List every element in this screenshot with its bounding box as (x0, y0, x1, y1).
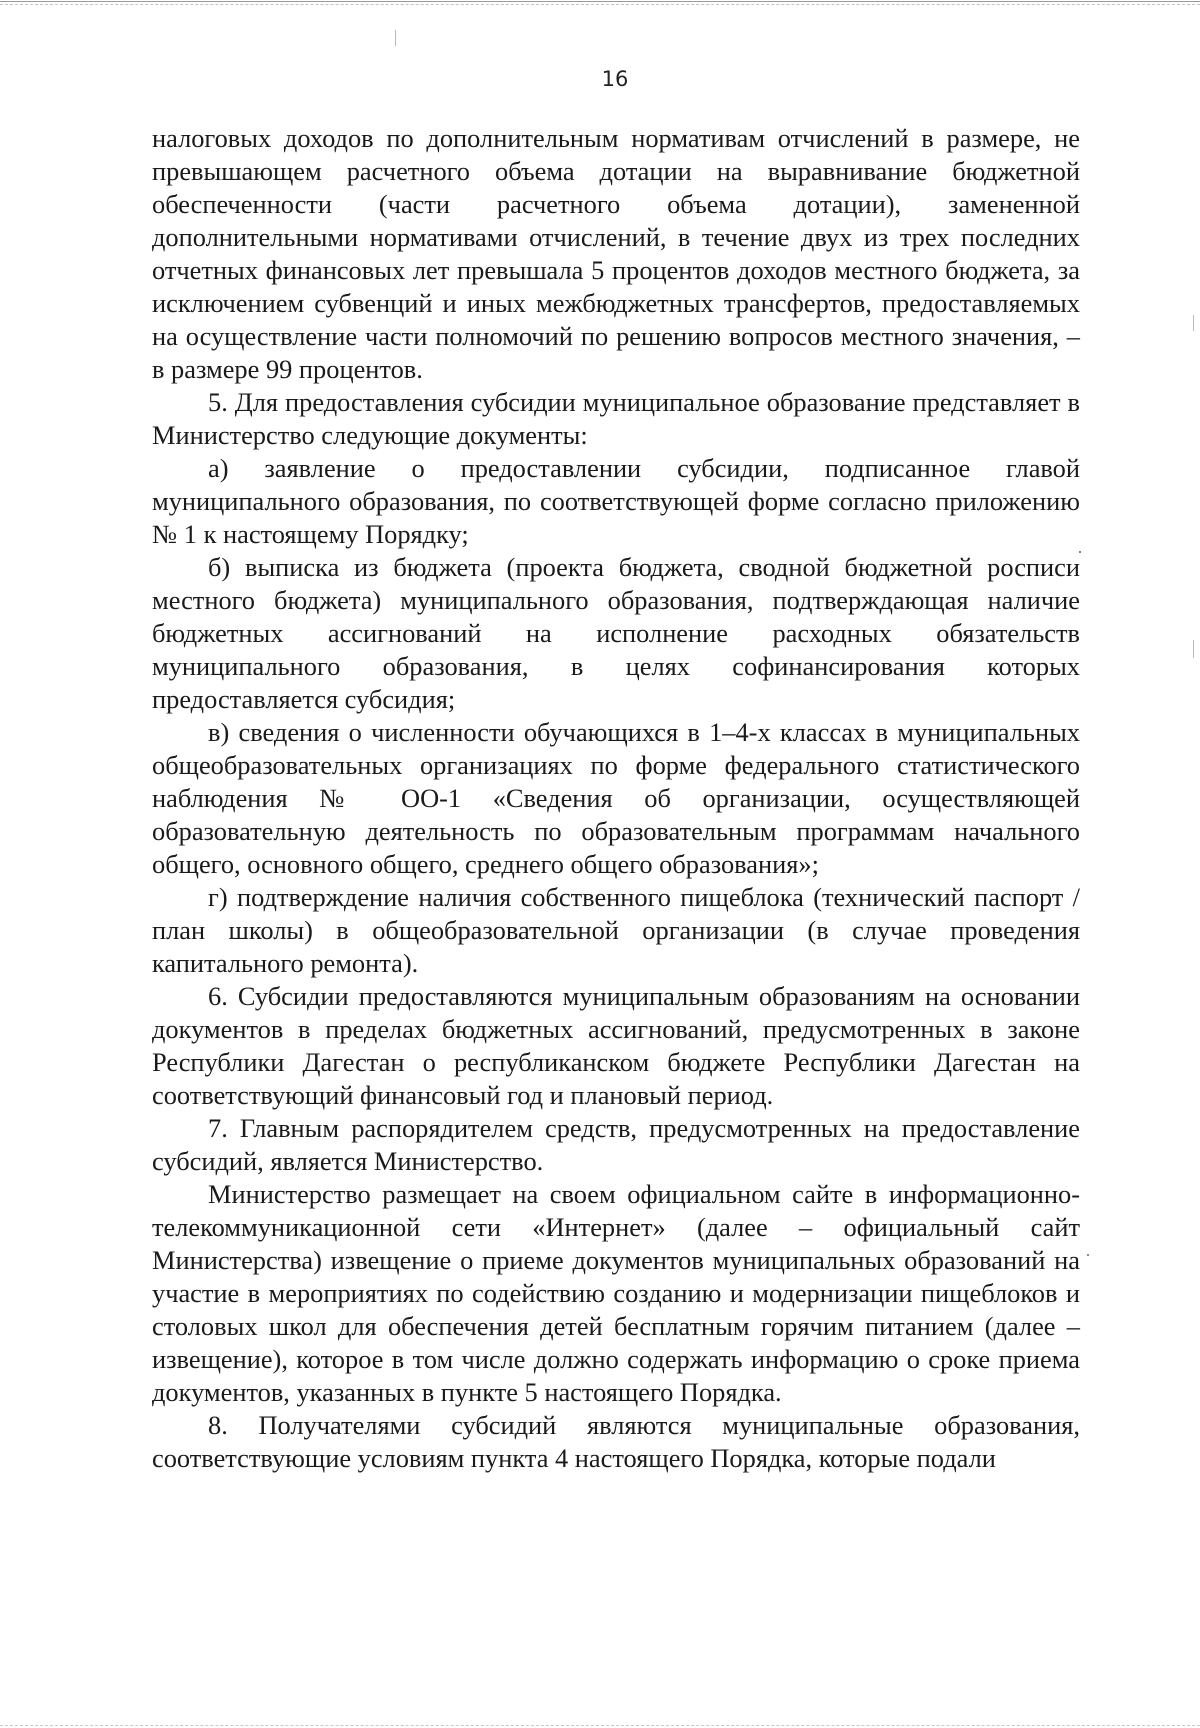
scan-speck (1193, 315, 1194, 331)
scan-edge-line (0, 1, 1200, 3)
page-number: 16 (601, 67, 629, 91)
paragraph-subitem-v: в) сведения о численности обучающихся в 1–4-х классах в муниципальных общеобразовательных организациях по форме федерального статистического наблюдения № ОО-1 «Сведения об организации, осуществляющей образовательную деятельность по образовательным программам начального общего, основного общего, среднего общего образования»; (152, 717, 1080, 879)
paragraph-item-7: 7. Главным распорядителем средств, предусмотренных на предоставление субсидий, является Министерство. (152, 1113, 1080, 1176)
paragraph-item-8: 8. Получателями субсидий являются муниципальные образования, соответствующие условиям пункта 4 настоящего Порядка, которые подали (152, 1410, 1080, 1473)
paragraph-item-5: 5. Для предоставления субсидии муниципальное образование представляет в Министерство следующие документы: (152, 387, 1080, 450)
scan-edge-line (0, 1725, 1200, 1727)
scan-speck (1087, 1254, 1089, 1256)
paragraph-subitem-b: б) выписка из бюджета (проекта бюджета, сводной бюджетной росписи местного бюджета) муниципального образования, подтверждающая наличие бюджетных ассигнований на исполнение расходных обязательств муниципального образования, в целях софинансирования которых предоставляется субсидия; (152, 552, 1080, 714)
document-body (152, 122, 1080, 1475)
paragraph-ministry-notice: Министерство размещает на своем официальном сайте в информационно-телекоммуникационной сети «Интернет» (далее – официальный сайт Министерства) извещение о приеме документов муниципальных образований на участие в мероприятиях по содействию созданию и модернизации пищеблоков и столовых школ для обеспечения детей бесплатным горячим питанием (далее – извещение), которое в том числе должно содержать информацию о сроке приема документов, указанных в пункте 5 настоящего Порядка. (152, 1179, 1080, 1407)
paragraph-item-6: 6. Субсидии предоставляются муниципальным образованиям на основании документов в пределах бюджетных ассигнований, предусмотренных в законе Республики Дагестан о республиканском бюджете Республики Дагестан на соответствующий финансовый год и плановый период. (152, 981, 1080, 1110)
paragraph-continuation: налоговых доходов по дополнительным нормативам отчислений в размере, не превышающем расчетного объема дотации на выравнивание бюджетной обеспеченности (части расчетного объема дотации), замененной дополнительными нормативами отчислений, в течение двух из трех последних отчетных финансовых лет превышала 5 процентов доходов местного бюджета, за исключением субвенций и иных межбюджетных трансфертов, предоставляемых на осуществление части полномочий по решению вопросов местного значения, – в размере 99 процентов. (152, 123, 1080, 384)
scan-speck (1193, 640, 1194, 658)
paragraph-subitem-a: а) заявление о предоставлении субсидии, подписанное главой муниципального образования, по соответствующей форме согласно приложению № 1 к настоящему Порядку; (152, 453, 1080, 549)
scan-edge-line (0, 4, 1200, 6)
scan-speck (395, 30, 396, 46)
paragraph-subitem-g: г) подтверждение наличия собственного пищеблока (технический паспорт / план школы) в общеобразовательной организации (в случае проведения капитального ремонта). (152, 882, 1080, 978)
